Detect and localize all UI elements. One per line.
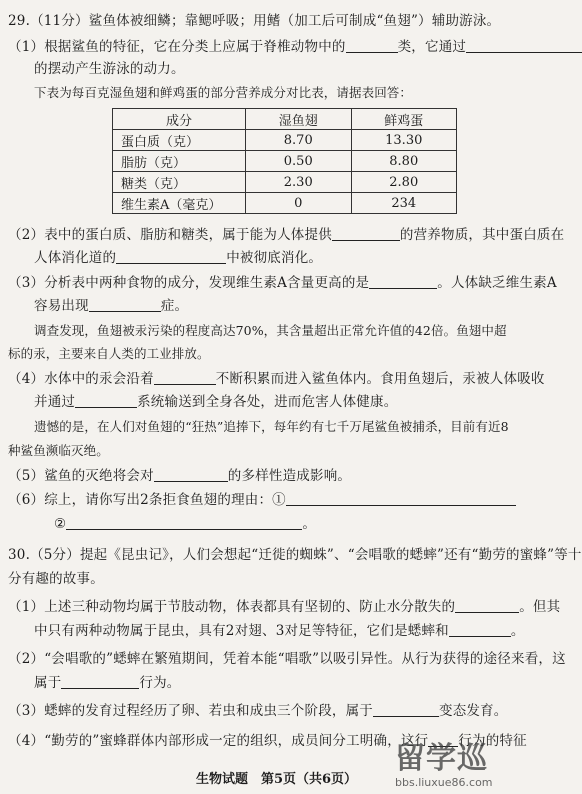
q29-part6-line2: ② 。	[54, 516, 317, 532]
q30-part2-line1: （2）“会唱歌的”蟋蟀在繁殖期间，凭着本能“唱歌”以吸引异性。从行为获得的途径来看，这	[8, 651, 566, 667]
table-header-cell: 成分	[113, 109, 246, 130]
answer-blank[interactable]	[332, 226, 400, 241]
table-header-cell: 湿鱼翅	[246, 109, 352, 130]
q30-part1-line1: （1）上述三种动物均属于节肢动物，体表都具有坚韧的、防止水分散失的 。但其	[8, 599, 561, 615]
table-row	[113, 151, 457, 172]
answer-blank[interactable]	[61, 674, 139, 689]
table-cell: 蛋白质（克）	[113, 130, 246, 151]
q29-note2-line2: 种鲨鱼濒临灭绝。	[8, 443, 109, 458]
q29-part3-line2: 容易出现 症。	[34, 298, 189, 314]
table-cell: 8.80	[351, 151, 457, 172]
q29-heading: 29.（11分）鲨鱼体被细鳞；靠鳃呼吸；用鳍（加工后可制成“鱼翅”）辅助游泳。	[8, 13, 501, 29]
q29-part3-line1: （3）分析表中两种食物的成分，发现维生素A含量更高的是 。人体缺乏维生素A	[8, 275, 557, 291]
table-row	[113, 193, 457, 214]
table-header-row	[113, 109, 457, 130]
table-cell: 糖类（克）	[113, 172, 246, 193]
table-header-cell: 鲜鸡蛋	[351, 109, 457, 130]
q29-part4-line1: （4）水体中的汞会沿着 不断积累而进入鲨鱼体内。食用鱼翅后，汞被人体吸收	[8, 371, 545, 387]
q29-part6-line1: （6）综上，请你写出2条拒食鱼翅的理由：①	[8, 491, 545, 509]
table-cell: 8.70	[246, 130, 352, 151]
answer-blank[interactable]	[154, 467, 228, 482]
q30-part2-line2: 属于 行为。	[34, 675, 181, 691]
answer-blank[interactable]	[466, 38, 582, 53]
nutrition-table	[112, 108, 457, 214]
q29-part5: （5）鲨鱼的灭绝将会对 的多样性造成影响。	[8, 468, 352, 484]
table-cell: 0	[246, 193, 352, 214]
answer-blank[interactable]	[373, 702, 439, 717]
table-cell: 维生素A（毫克）	[113, 193, 246, 214]
answer-blank[interactable]	[369, 274, 437, 289]
table-cell: 2.80	[351, 172, 457, 193]
page-footer: 生物试题 第5页（共6页）	[195, 772, 358, 787]
table-cell: 13.30	[351, 130, 457, 151]
q29-note2-line1: 遗憾的是，在人们对鱼翅的“狂热”追捧下，每年约有七千万尾鲨鱼被捕杀，目前有近8	[34, 419, 509, 434]
q30-heading-line2: 分有趣的故事。	[8, 571, 104, 587]
table-cell: 0.50	[246, 151, 352, 172]
table-cell: 234	[351, 193, 457, 214]
answer-blank[interactable]	[89, 297, 161, 312]
q30-heading-line1: 30.（5分）提起《昆虫记》，人们会想起“迁徙的蜘蛛”、“会唱歌的蟋蟀”还有“勤劳的蜜蜂”等十	[8, 547, 582, 563]
answer-blank[interactable]	[116, 249, 226, 264]
watermark-logo: 留学巡	[395, 741, 488, 776]
q30-part3: （3）蟋蟀的发育过程经历了卵、若虫和成虫三个阶段，属于 变态发育。	[8, 703, 508, 719]
answer-blank[interactable]	[66, 515, 302, 530]
q30-part4: （4）“勤劳的”蜜蜂群体内部形成一定的组织，成员间分工明确，这行 行为的特征	[8, 733, 527, 749]
watermark	[395, 742, 545, 790]
q29-note1-line1: 调查发现，鱼翅被汞污染的程度高达70%，其含量超出正常允许值的42倍。鱼翅中超	[34, 323, 507, 338]
answer-blank[interactable]	[455, 598, 519, 613]
q29-part2-line1: （2）表中的蛋白质、脂肪和糖类，属于能为人体提供 的营养物质，其中蛋白质在	[8, 227, 565, 243]
answer-blank[interactable]	[154, 370, 216, 385]
q29-part4-line2: 并通过 系统输送到全身各处，进而危害人体健康。	[34, 394, 398, 410]
answer-blank[interactable]	[75, 393, 137, 408]
table-row	[113, 130, 457, 151]
answer-blank[interactable]	[449, 622, 511, 637]
answer-blank[interactable]	[346, 38, 398, 53]
table-cell: 2.30	[246, 172, 352, 193]
q29-part1-line2: 的摆动产生游泳的动力。	[34, 61, 185, 77]
watermark-url: bbs.liuxue86.com	[395, 776, 493, 789]
q29-note1-line2: 标的汞，主要来自人类的工业排放。	[8, 346, 210, 361]
q29-part2-line2: 人体消化道的 中被彻底消化。	[34, 250, 323, 266]
table-cell: 脂肪（克）	[113, 151, 246, 172]
table-row	[113, 172, 457, 193]
q30-part1-line2: 中只有两种动物属于昆虫，具有2对翅、3对足等特征，它们是蟋蟀和 。	[34, 623, 525, 639]
answer-blank[interactable]	[286, 491, 516, 506]
q29-part1-line1: （1）根据鲨鱼的特征，它在分类上应属于脊椎动物中的 类，它通过	[8, 38, 545, 56]
q29-table-intro: 下表为每百克湿鱼翅和鲜鸡蛋的部分营养成分对比表，请据表回答：	[34, 85, 413, 100]
